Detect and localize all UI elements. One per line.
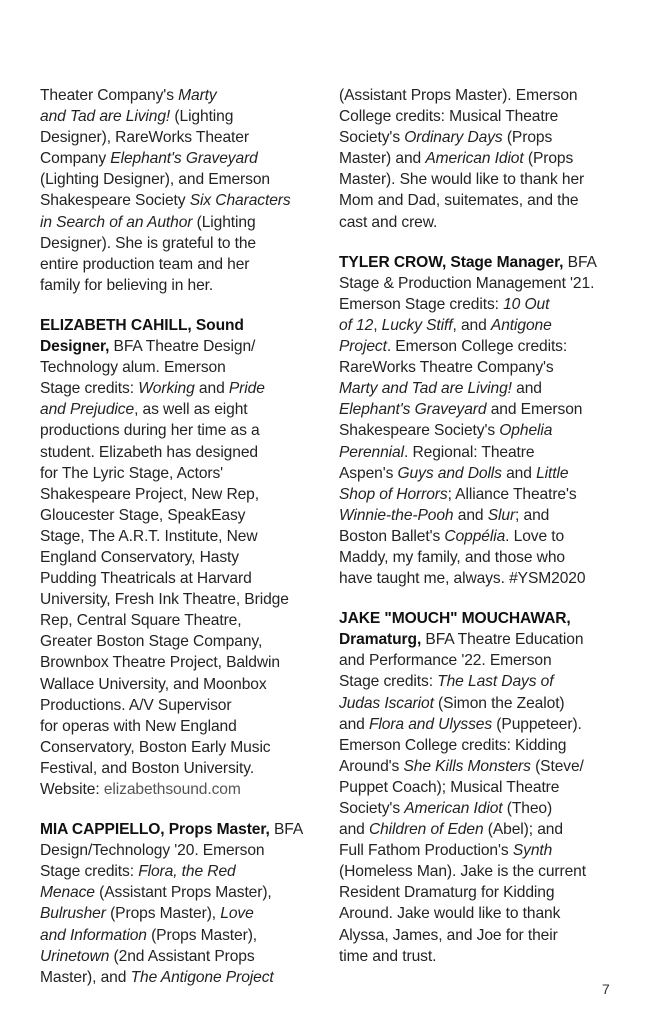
bio-text: , and <box>452 316 491 334</box>
bio-line <box>339 505 629 526</box>
bio-line <box>40 882 325 903</box>
work-title: Little <box>536 464 569 482</box>
bio-line <box>339 252 629 273</box>
bio-text: Theater Company's <box>40 87 179 104</box>
bio-text: Around. Jake would like to thank <box>339 905 561 923</box>
bio-text: Around's <box>339 757 404 775</box>
work-title: and Information <box>40 926 147 944</box>
work-title: Children of Eden <box>368 821 484 839</box>
bio-text: University, Fresh Ink Theatre, Bridge <box>40 591 289 609</box>
bio-line <box>40 737 325 758</box>
work-title: Six Characters <box>189 192 291 210</box>
bio-text: Mom and Dad, suitemates, and the <box>339 192 579 210</box>
bio-text: Alyssa, James, and Joe for their <box>339 926 558 944</box>
bio-line <box>339 148 629 169</box>
bio-text: (Abel); and <box>483 821 563 839</box>
bio-line <box>339 608 629 629</box>
bio-line <box>40 652 325 673</box>
credit-name: ELIZABETH CAHILL, Sound <box>40 316 244 334</box>
bio-paragraph <box>339 608 629 967</box>
bio-line <box>40 275 325 296</box>
bio-text: Productions. A/V Supervisor <box>40 696 232 714</box>
bio-line <box>40 254 325 275</box>
bio-text: Designer). She is grateful to the <box>40 234 256 252</box>
bio-paragraph <box>40 315 325 800</box>
bio-line <box>40 547 325 568</box>
bio-text: entire production team and her <box>40 255 250 273</box>
bio-text: and <box>501 464 537 482</box>
bio-text: BFA Theatre Education <box>421 631 584 649</box>
work-title: in Search of an Author <box>40 213 193 231</box>
bio-text: and <box>453 506 488 524</box>
bio-line <box>339 399 629 420</box>
bio-line <box>339 463 629 484</box>
work-title: Project <box>339 338 387 356</box>
bio-text: Technology alum. Emerson <box>40 359 226 377</box>
bio-line <box>40 85 325 106</box>
bio-text: have taught me, always. #YSM2020 <box>339 570 586 588</box>
work-title: Antigone <box>490 316 552 334</box>
bio-text: BFA <box>269 821 304 839</box>
bio-text: (Lighting Designer), and Emerson <box>40 171 270 189</box>
bio-line <box>339 106 629 127</box>
bio-text: Company <box>40 150 111 168</box>
bio-text: and <box>339 715 369 733</box>
work-title: American Idiot <box>425 150 524 168</box>
bio-line <box>339 735 629 756</box>
bio-line <box>339 882 629 903</box>
bio-line <box>339 336 629 357</box>
bio-text: Brownbox Theatre Project, Baldwin <box>40 654 280 672</box>
bio-text: Stage credits: <box>40 863 139 881</box>
bio-line <box>339 714 629 735</box>
website-link[interactable]: elizabethsound.com <box>103 781 241 798</box>
bio-line <box>40 716 325 737</box>
bio-text: College credits: Musical Theatre <box>339 108 559 126</box>
bio-text: family for believing in her. <box>40 276 214 294</box>
bio-text: Master), and <box>40 968 131 986</box>
bio-line <box>40 463 325 484</box>
bio-line <box>339 840 629 861</box>
bio-text: , <box>373 316 382 334</box>
bio-text: . Regional: Theatre <box>404 443 535 461</box>
work-title: Working <box>138 380 195 398</box>
bio-text: Website: <box>40 781 104 798</box>
bio-text: and Emerson <box>486 401 583 419</box>
work-title: Lucky Stiff <box>381 316 453 334</box>
bio-text: Shakespeare Society <box>40 192 190 210</box>
bio-line <box>339 925 629 946</box>
bio-line <box>339 315 629 336</box>
work-title: Love <box>220 905 254 923</box>
bio-line <box>40 420 325 441</box>
bio-text: student. Elizabeth has designed <box>40 443 258 461</box>
credit-name: MIA CAPPIELLO, Props Master, <box>40 821 270 839</box>
bio-text: for operas with New England <box>40 717 237 735</box>
bio-text: Emerson Stage credits: <box>339 295 504 313</box>
bio-text: Stage credits: <box>339 673 438 691</box>
work-title: Elephant's Graveyard <box>339 401 487 419</box>
bio-text: (Puppeteer). <box>492 715 582 733</box>
work-title: Guys and Dolls <box>397 464 502 482</box>
bio-line <box>40 840 325 861</box>
work-title: Winnie-the-Pooh <box>339 506 454 524</box>
bio-line <box>40 148 325 169</box>
bio-text: Aspen's <box>339 464 398 482</box>
work-title: Urinetown <box>40 947 110 965</box>
bio-text: Design/Technology '20. Emerson <box>40 842 265 860</box>
work-title: Synth <box>512 842 553 860</box>
bio-line <box>40 674 325 695</box>
bio-line <box>40 169 325 190</box>
bio-line <box>339 798 629 819</box>
bio-text: Maddy, my family, and those who <box>339 548 565 566</box>
left-column <box>40 85 325 1007</box>
bio-text: Shakespeare Project, New Rep, <box>40 485 259 503</box>
bio-text: Designer), RareWorks Theater <box>40 129 249 147</box>
work-title: Ophelia <box>499 422 553 440</box>
work-title: Slur <box>487 506 516 524</box>
bio-text: BFA Theatre Design/ <box>109 338 256 356</box>
bio-text: . Love to <box>505 527 565 545</box>
bio-text: Society's <box>339 800 405 817</box>
bio-text: (Simon the Zealot) <box>433 694 565 712</box>
work-title: The Last Days of <box>437 673 554 691</box>
bio-line <box>40 631 325 652</box>
bio-text: Shakespeare Society's <box>339 422 500 440</box>
bio-text: and <box>194 380 229 398</box>
bio-paragraph <box>40 85 325 296</box>
bio-line <box>40 357 325 378</box>
bio-line <box>40 861 325 882</box>
work-title: She Kills Monsters <box>403 757 531 775</box>
bio-line <box>40 925 325 946</box>
bio-text: and <box>339 821 369 839</box>
bio-line <box>339 946 629 967</box>
bio-text: ; and <box>515 506 550 524</box>
bio-line <box>40 315 325 336</box>
work-title: 10 Out <box>503 295 550 313</box>
bio-line <box>339 693 629 714</box>
bio-line <box>339 273 629 294</box>
bio-line <box>40 212 325 233</box>
bio-line <box>40 967 325 988</box>
bio-line <box>40 589 325 610</box>
bio-text: for The Lyric Stage, Actors' <box>40 464 224 482</box>
bio-line <box>339 420 629 441</box>
work-title: Coppélia <box>444 527 506 545</box>
work-title: of 12 <box>339 316 374 334</box>
bio-line <box>40 106 325 127</box>
bio-line <box>40 758 325 779</box>
bio-text: ; Alliance Theatre's <box>447 485 577 503</box>
bio-text: Wallace University, and Moonbox <box>40 675 267 693</box>
bio-text: Emerson College credits: Kidding <box>339 736 567 754</box>
bio-text: Society's <box>339 129 405 147</box>
bio-line <box>339 568 629 589</box>
bio-text: BFA <box>563 253 597 271</box>
credit-name: Designer, <box>40 338 110 356</box>
bio-text: cast and crew. <box>339 213 438 231</box>
bio-line <box>339 85 629 106</box>
bio-line <box>339 671 629 692</box>
work-title: Marty and Tad are Living! <box>339 380 512 398</box>
bio-text: Resident Dramaturg for Kidding <box>339 884 555 902</box>
bio-text: (Props Master), <box>146 926 258 944</box>
bio-text: Conservatory, Boston Early Music <box>40 738 271 756</box>
work-title: Ordinary Days <box>404 129 503 147</box>
bio-line <box>40 505 325 526</box>
work-title: The Antigone Project <box>130 968 274 986</box>
work-title: Perennial <box>339 443 404 461</box>
bio-text: RareWorks Theatre Company's <box>339 359 554 377</box>
bio-text: Stage credits: <box>40 380 139 398</box>
bio-paragraph <box>339 252 629 590</box>
work-title: American Idiot <box>404 800 503 817</box>
bio-text: and <box>511 380 542 398</box>
bio-text: (Steve/ <box>530 757 584 775</box>
bio-line <box>339 861 629 882</box>
bio-line <box>339 629 629 650</box>
bio-text: England Conservatory, Hasty <box>40 548 239 566</box>
bio-text: Puppet Coach); Musical Theatre <box>339 778 560 796</box>
bio-text: Festival, and Boston University. <box>40 759 255 777</box>
bio-paragraph <box>339 85 629 233</box>
bio-text: , as well as eight <box>134 401 248 419</box>
bio-line <box>339 169 629 190</box>
bio-line <box>339 526 629 547</box>
bio-paragraph <box>40 819 325 988</box>
work-title: Menace <box>40 884 95 902</box>
bio-line <box>40 336 325 357</box>
work-title: and Tad are Living! <box>40 108 171 126</box>
bio-line <box>40 946 325 967</box>
bio-line <box>40 399 325 420</box>
bio-text: . Emerson College credits: <box>386 338 568 356</box>
bio-text: Boston Ballet's <box>339 527 445 545</box>
bio-line <box>40 190 325 211</box>
work-title: Shop of Horrors <box>339 485 448 503</box>
work-title: Bulrusher <box>40 905 106 923</box>
bio-text: (Assistant Props Master). Emerson <box>339 87 578 104</box>
bio-line <box>339 190 629 211</box>
bio-text: Gloucester Stage, SpeakEasy <box>40 506 246 524</box>
bio-text: (Assistant Props Master), <box>94 884 272 902</box>
bio-line <box>40 127 325 148</box>
page-number: 7 <box>602 981 610 997</box>
bio-text: Stage & Production Management '21. <box>339 274 595 292</box>
bio-text: Full Fathom Production's <box>339 842 513 860</box>
bio-line <box>339 484 629 505</box>
bio-line <box>40 442 325 463</box>
bio-text: (Props Master), <box>105 905 221 923</box>
bio-line <box>339 357 629 378</box>
bio-line <box>40 233 325 254</box>
bio-line <box>339 212 629 233</box>
bio-line <box>339 650 629 671</box>
bio-text: (Theo) <box>502 800 553 817</box>
bio-text: (Lighting <box>170 108 234 126</box>
work-title: Judas Iscariot <box>339 694 434 712</box>
work-title: Flora, the Red <box>138 863 236 881</box>
bio-line <box>40 484 325 505</box>
bio-text: and Performance '22. Emerson <box>339 652 552 670</box>
bio-line <box>40 903 325 924</box>
bio-text: (Lighting <box>192 213 256 231</box>
credit-name: JAKE "MOUCH" MOUCHAWAR, <box>339 610 571 628</box>
bio-line <box>339 442 629 463</box>
credit-name: Dramaturg, <box>339 631 422 649</box>
bio-text: (Props <box>523 150 574 168</box>
right-column <box>339 85 629 986</box>
bio-text: Master). She would like to thank her <box>339 171 585 189</box>
bio-line <box>40 819 325 840</box>
bio-line <box>339 294 629 315</box>
work-title: Marty <box>178 87 217 104</box>
work-title: Pride <box>228 380 265 398</box>
bio-line <box>40 610 325 631</box>
bio-line <box>40 568 325 589</box>
bio-text: Pudding Theatricals at Harvard <box>40 570 252 588</box>
bio-line <box>339 127 629 148</box>
bio-line <box>339 819 629 840</box>
bio-text: (Props <box>502 129 553 147</box>
bio-line <box>40 378 325 399</box>
work-title: Flora and Ulysses <box>368 715 493 733</box>
bio-text: Master) and <box>339 150 426 168</box>
bio-text: (2nd Assistant Props <box>109 947 255 965</box>
bio-line <box>339 756 629 777</box>
bio-text: time and trust. <box>339 947 437 965</box>
bio-text: productions during her time as a <box>40 422 260 440</box>
work-title: Elephant's Graveyard <box>110 150 258 168</box>
bio-text: Stage, The A.R.T. Institute, New <box>40 527 258 545</box>
bio-line <box>40 526 325 547</box>
bio-line <box>339 903 629 924</box>
bio-text: Greater Boston Stage Company, <box>40 633 263 651</box>
bio-line <box>339 378 629 399</box>
credit-name: TYLER CROW, Stage Manager, <box>339 253 564 271</box>
bio-line <box>339 777 629 798</box>
bio-line <box>40 779 325 800</box>
bio-text: (Homeless Man). Jake is the current <box>339 863 586 881</box>
bio-text: Rep, Central Square Theatre, <box>40 612 242 630</box>
bio-line <box>40 695 325 716</box>
bio-line <box>339 547 629 568</box>
work-title: and Prejudice <box>40 401 135 419</box>
